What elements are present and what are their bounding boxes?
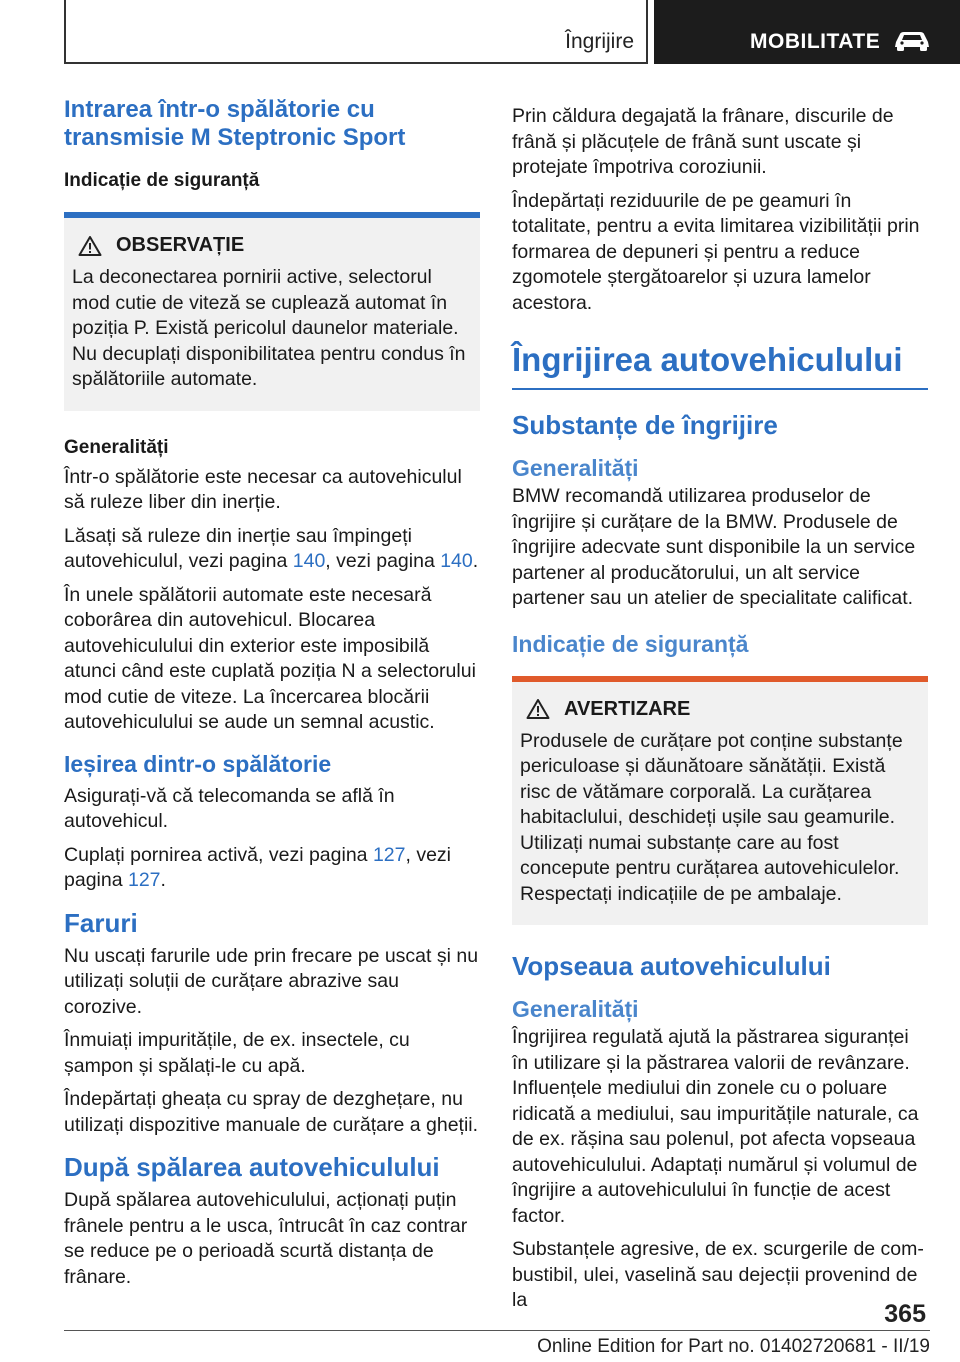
warning-text: Produsele de curățare pot conține substanțe periculoase și dăunătoare sănătății. Există risc de vătămare corporală. La curățarea habitaclului, deschideți ușile sau geamurile. Utilizați numai substanțe care au fost concepute pentru curățarea autovehiculelor. Respectați indicațiile de pe ambalaje. xyxy=(520,729,903,905)
page-number: 365 xyxy=(884,1300,926,1328)
left-column xyxy=(64,96,480,1298)
paragraph: Nu uscați farurile ude prin frecare pe uscat și nu utilizați soluții de curățare abrazive sau corozive. xyxy=(64,944,479,1018)
footer-divider xyxy=(64,1330,930,1331)
safety-heading: Indicație de siguranță xyxy=(64,170,260,191)
paragraph: În unele spălătorii automate este necesară coborârea din autovehicul. Blocarea autovehiculului din exterior este imposibilă atunci când este cuplată poziția N a selectorului mod cutie de viteze. La încercarea blocării autovehiculului se aude un semnal acustic. xyxy=(64,583,476,733)
exit-heading: Ieșirea dintr-o spălătorie xyxy=(64,750,332,777)
paragraph: BMW recomandă utilizarea produselor de îngrijire și curățare de la BMW. Produsele de îngrijire adecvate sunt disponibile la un service partener al producătorului, un alt service partener sau un atelier de specialitate calificat. xyxy=(512,485,916,609)
general-heading: Generalități xyxy=(512,455,639,481)
footer-edition: Online Edition for Part no. 01402720681 - II/19 xyxy=(537,1336,930,1357)
paragraph: Înmuiați impuritățile, de ex. insectele, cu șampon și spălați-le cu apă. xyxy=(64,1029,410,1077)
header-section xyxy=(64,0,648,64)
paragraph: După spălarea autovehiculului, acționați puțin frânele pentru a le usca, întrucât în caz contrar se reduce pe o perioadă scurtă distanța de frânare. xyxy=(64,1189,468,1288)
warning-label: AVERTIZARE xyxy=(564,697,691,720)
section-title: Intrarea într-o spălătorie cu transmisie M Steptronic Sport xyxy=(64,96,406,151)
page-header xyxy=(0,0,960,66)
page-link[interactable]: 140 xyxy=(292,550,326,572)
warning-triangle-icon xyxy=(526,698,550,720)
safety-heading: Indicație de siguranță xyxy=(512,630,749,657)
notice-title xyxy=(72,234,472,257)
page-link[interactable]: 127 xyxy=(127,869,161,891)
notice-text: La deconectarea pornirii active, selectorul mod cutie de viteză se cuplează automat în poziția P. Există pericolul daunelor materiale. Nu decuplați disponibilitatea pentru condus în spălătoriile automate. xyxy=(72,266,466,390)
paint-heading: Vopseaua autovehiculului xyxy=(512,951,831,981)
warning-title xyxy=(520,698,920,721)
general-heading: Generalități xyxy=(512,996,639,1022)
paragraph: Prin căldura degajată la frânare, discurile de frână și plăcuțele de frână sunt uscate și protejate împotriva coroziunii. xyxy=(512,105,894,178)
paragraph: Îndepărtați gheața cu spray de dezghețare, nu utilizați dispozitive manuale de curățare a gheții. xyxy=(64,1088,479,1136)
headlights-heading: Faruri xyxy=(64,907,138,938)
after-wash-heading: După spălarea autovehiculului xyxy=(64,1152,440,1182)
paragraph: Într-o spălătorie este necesar ca autovehiculul să ruleze liber din inerție. xyxy=(64,465,462,513)
paragraph: Îndepărtați reziduurile de pe geamuri în totalitate, pentru a evita limitarea vizibilității prin formarea de depuneri și pentru a reduce zgomotele ștergătoarelor și uzura lamelor acestora. xyxy=(512,189,920,314)
paragraph: Lăsați să ruleze din inerție sau împingeți autovehiculul, vezi pagina 140, vezi pagina 140. xyxy=(64,524,479,572)
general-heading: Generalități xyxy=(64,436,169,458)
header-chapter-label: MOBILITATE xyxy=(750,30,881,53)
warning-triangle-icon xyxy=(78,235,102,257)
substances-heading: Substanțe de îngrijire xyxy=(512,410,778,440)
paragraph: Cuplați pornirea activă, vezi pagina 127, vezi pagina 127. xyxy=(64,843,451,891)
paragraph: Substanțele agresive, de ex. scurgerile de combustibil, ulei, vaselină sau dejecții provenind de la xyxy=(512,1238,924,1311)
header-chapter xyxy=(654,0,960,64)
right-column xyxy=(512,104,928,1322)
paragraph: Asigurați-vă că telecomanda se află în autovehicul. xyxy=(64,784,395,832)
page-link[interactable]: 140 xyxy=(440,550,473,572)
warning-box xyxy=(512,676,928,926)
notice-box xyxy=(64,212,480,411)
notice-label: OBSERVAȚIE xyxy=(116,234,245,256)
paragraph: Îngrijirea regulată ajută la păstrarea siguranței în utilizare și la păstrarea valorii de revânzare. Influențele mediului din zonele cu o poluare ridicată a mediului, sau impuritățile naturale, ca de ex. rășina sau polenul, pot afecta vopseaua autovehiculului. Adaptați numărul și volumul de îngrijire a autovehiculului în funcție de acest factor. xyxy=(512,1026,919,1227)
car-icon xyxy=(892,28,932,52)
chapter-heading: Îngrijirea autovehiculului xyxy=(512,340,928,390)
page-link[interactable]: 127 xyxy=(372,843,406,866)
header-section-label: Îngrijire xyxy=(565,30,634,53)
